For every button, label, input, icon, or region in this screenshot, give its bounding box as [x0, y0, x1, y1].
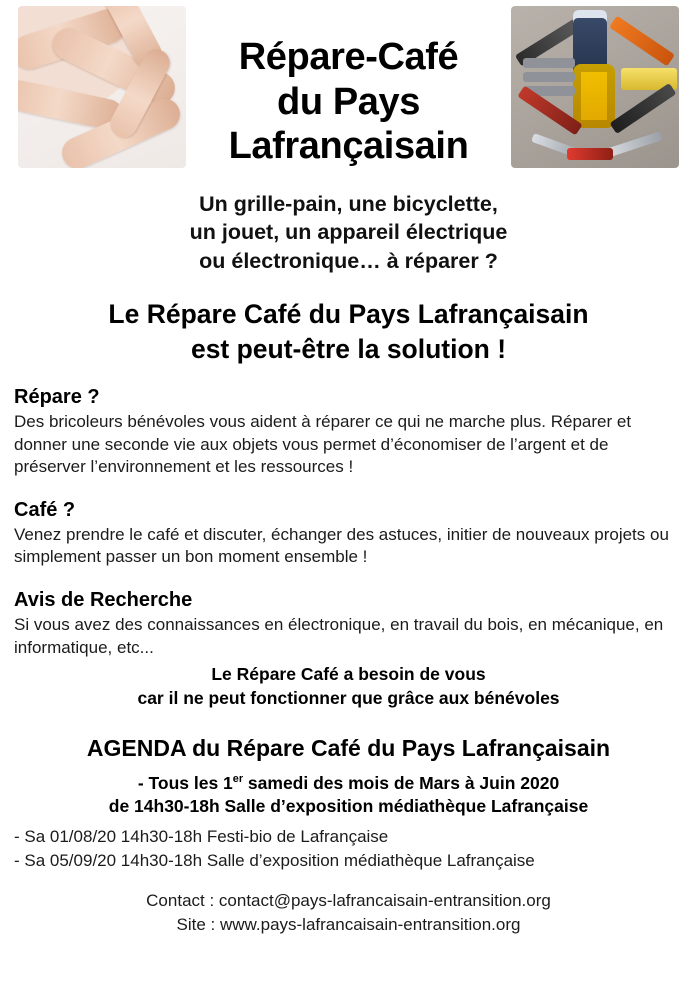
title-line-3: Lafrançaisain — [228, 124, 469, 167]
hands-illustration — [18, 6, 186, 168]
agenda-main-pre: - Tous les 1 — [137, 772, 233, 793]
hex-keys-icon — [523, 72, 575, 82]
tape-measure-icon — [573, 64, 615, 128]
agenda-list — [14, 825, 683, 873]
section-heading: Café ? — [14, 498, 76, 521]
page-title — [184, 35, 513, 167]
list-item: - Sa 05/09/20 14h30-18h Salle d’exposition médiathèque Lafrançaise — [14, 850, 535, 870]
call-line-2: car il ne peut fonctionner que grâce aux bénévoles — [137, 687, 560, 708]
tools-photo — [511, 6, 679, 168]
intro-line-3: ou électronique… à réparer ? — [199, 248, 498, 273]
call-line-1: Le Répare Café a besoin de vous — [211, 664, 486, 685]
intro-line-1: Un grille-pain, une bicyclette, — [199, 192, 498, 216]
section-cafe — [14, 499, 683, 569]
section-body: Venez prendre le café et discuter, échanger des astuces, initier de nouveaux projets ou simplement passer un bon moment ensemble ! — [14, 524, 669, 567]
intro-text — [14, 190, 683, 275]
section-heading: Avis de Recherche — [14, 589, 193, 612]
section-repare — [14, 386, 683, 479]
pliers-icon — [609, 16, 675, 67]
section-heading: Répare ? — [14, 386, 100, 408]
agenda-main — [14, 772, 683, 819]
section-body: Si vous avez des connaissances en électronique, en travail du bois, en mécanique, en informatique, etc... — [14, 615, 664, 657]
screwdriver-icon — [605, 131, 663, 157]
intro-line-2: un jouet, un appareil électrique — [189, 220, 508, 245]
volunteer-call — [14, 663, 683, 710]
agenda-main-post: samedi des mois de Mars à Juin 2020 — [243, 772, 560, 793]
title-line-2: du Pays — [277, 80, 420, 123]
agenda-main-line-2: de 14h30-18h Salle d’exposition médiathèque Lafrançaise — [108, 796, 589, 817]
cutter-icon — [567, 148, 613, 160]
hands-photo — [18, 6, 186, 168]
solution-text — [14, 297, 683, 366]
contact-block — [14, 889, 683, 937]
solution-line-1: Le Répare Café du Pays Lafrançaisain — [108, 299, 589, 330]
agenda-main-line-1 — [14, 772, 683, 796]
contact-site: Site : www.pays-lafrancaisain-entransition.org — [176, 914, 521, 934]
agenda-main-sup: er — [232, 772, 244, 785]
section-body: Des bricoleurs bénévoles vous aident à réparer ce qui ne marche plus. Réparer et donner une seconde vie aux objets vous permet d’économiser de l’argent et de préserver l’environnement et les ressources ! — [14, 412, 632, 477]
section-avis-de-recherche — [14, 589, 683, 659]
solution-line-2: est peut-être la solution ! — [190, 333, 507, 364]
pliers-icon — [515, 18, 581, 66]
contact-email: Contact : contact@pays-lafrancaisain-entransition.org — [146, 891, 551, 911]
list-item: - Sa 01/08/20 14h30-18h Festi-bio de Lafrançaise — [14, 826, 389, 846]
pliers-icon — [610, 83, 677, 134]
agenda-title: AGENDA du Répare Café du Pays Lafrançaisain — [86, 734, 611, 761]
title-line-1: Répare-Café — [238, 36, 459, 79]
tools-illustration — [511, 6, 679, 168]
header — [14, 0, 683, 178]
